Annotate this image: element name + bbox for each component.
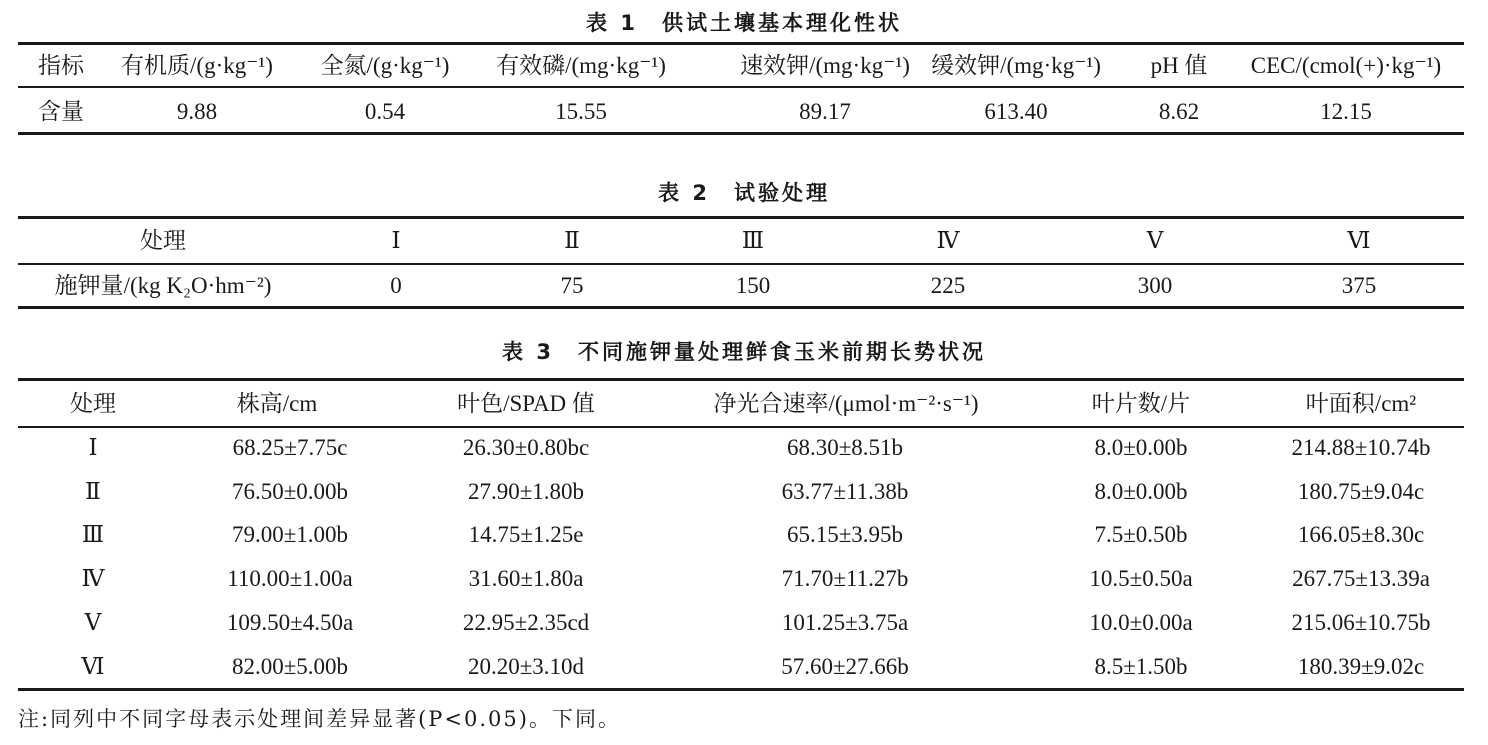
- table2-header-cell-6: Ⅵ: [1347, 228, 1371, 253]
- table3-bottom-rule: [18, 688, 1464, 691]
- table3-row5-cell-4: 8.5±1.50b: [1094, 654, 1188, 679]
- table2-header-cell-2: Ⅱ: [564, 228, 580, 253]
- table2-header-cell-4: Ⅳ: [936, 228, 960, 253]
- table3-row1-cell-4: 8.0±0.00b: [1094, 479, 1188, 504]
- table3-row5-cell-3: 57.60±27.66b: [781, 654, 909, 679]
- table3-row4-cell-4: 10.0±0.00a: [1089, 610, 1193, 635]
- table3-caption: 表 3 不同施钾量处理鲜食玉米前期长势状况: [502, 340, 986, 364]
- table1-header-cell-5: 缓效钾/(mg·kg⁻¹): [931, 53, 1101, 78]
- table3-row3-cell-0: Ⅳ: [81, 566, 105, 591]
- table3-row0-cell-3: 68.30±8.51b: [786, 435, 904, 460]
- table1-caption: 表 1 供试土壤基本理化性状: [586, 11, 902, 35]
- table2-caption: 表 2 试验处理: [658, 181, 830, 205]
- table3-row0-cell-1: 68.25±7.75c: [232, 435, 348, 460]
- table1-header-cell-7: CEC/(cmol(+)·kg⁻¹): [1250, 53, 1442, 78]
- table3-header-cell-3: 净光合速率/(μmol·m⁻²·s⁻¹): [713, 391, 979, 416]
- table2-header-cell-0: 处理: [140, 228, 186, 253]
- table1-header-cell-1: 有机质/(g·kg⁻¹): [121, 53, 273, 78]
- table2-header-cell-5: Ⅴ: [1146, 228, 1164, 253]
- table2-cell-0: 施钾量/(kg K₂O·hm⁻²): [54, 273, 272, 298]
- table1-cell-3: 15.55: [555, 99, 607, 124]
- table1-cell-5: 613.40: [984, 99, 1048, 124]
- table2-top-rule: [18, 216, 1464, 219]
- table1-cell-6: 8.62: [1158, 99, 1200, 124]
- table3-header-cell-5: 叶面积/cm²: [1305, 391, 1417, 416]
- table3-header-cell-0: 处理: [70, 391, 116, 416]
- table3-row1-cell-2: 27.90±1.80b: [467, 479, 585, 504]
- table2-bottom-rule: [18, 306, 1464, 309]
- table3-row3-cell-3: 71.70±11.27b: [781, 566, 909, 591]
- table3-row1-cell-3: 63.77±11.38b: [781, 479, 909, 504]
- table3-row3-cell-2: 31.60±1.80a: [468, 566, 584, 591]
- table1-header-cell-4: 速效钾/(mg·kg⁻¹): [740, 53, 910, 78]
- table2-cell-1: 0: [390, 273, 402, 298]
- table3-row2-cell-5: 166.05±8.30c: [1297, 522, 1425, 547]
- table3-row4-cell-0: Ⅴ: [84, 610, 102, 635]
- table1-header-cell-0: 指标: [38, 53, 84, 78]
- table-footnote: 注:同列中不同字母表示处理间差异显著(P<0.05)。下同。: [18, 707, 621, 731]
- table2-cell-4: 225: [930, 273, 966, 298]
- table3-row5-cell-1: 82.00±5.00b: [231, 654, 349, 679]
- table3-row4-cell-2: 22.95±2.35cd: [462, 610, 590, 635]
- table3-row5-cell-2: 20.20±3.10d: [467, 654, 585, 679]
- table1-mid-rule: [18, 86, 1464, 88]
- table3-mid-rule: [18, 426, 1464, 428]
- table2-header-cell-3: Ⅲ: [741, 228, 765, 253]
- table3-row0-cell-0: Ⅰ: [88, 435, 98, 460]
- table1-cell-0: 含量: [38, 99, 84, 124]
- table2-cell-2: 75: [560, 273, 584, 298]
- table3-header-cell-4: 叶片数/片: [1091, 391, 1191, 416]
- table1-cell-7: 12.15: [1320, 99, 1372, 124]
- table3-row3-cell-1: 110.00±1.00a: [227, 566, 353, 591]
- table3-row4-cell-5: 215.06±10.75b: [1291, 610, 1431, 635]
- table1-bottom-rule: [18, 132, 1464, 135]
- table3-row0-cell-2: 26.30±0.80bc: [462, 435, 590, 460]
- table1-cell-1: 9.88: [176, 99, 218, 124]
- table3-header-cell-2: 叶色/SPAD 值: [457, 391, 595, 416]
- table3-row1-cell-5: 180.75±9.04c: [1297, 479, 1425, 504]
- table1-cell-2: 0.54: [364, 99, 406, 124]
- table3-row2-cell-1: 79.00±1.00b: [231, 522, 349, 547]
- table3-row2-cell-4: 7.5±0.50b: [1094, 522, 1188, 547]
- table2-cell-6: 375: [1341, 273, 1377, 298]
- table2-mid-rule: [18, 263, 1464, 265]
- table2-header-cell-1: Ⅰ: [391, 228, 401, 253]
- table3-row2-cell-2: 14.75±1.25e: [468, 522, 584, 547]
- table3-header-cell-1: 株高/cm: [236, 391, 318, 416]
- table1-header-cell-2: 全氮/(g·kg⁻¹): [320, 53, 450, 78]
- table3-row4-cell-3: 101.25±3.75a: [781, 610, 909, 635]
- table2-cell-3: 150: [735, 273, 771, 298]
- table3-row2-cell-3: 65.15±3.95b: [786, 522, 904, 547]
- table3-row2-cell-0: Ⅲ: [81, 522, 105, 547]
- table3-row1-cell-1: 76.50±0.00b: [231, 479, 349, 504]
- table3-row5-cell-5: 180.39±9.02c: [1297, 654, 1425, 679]
- table3-row3-cell-5: 267.75±13.39a: [1292, 566, 1430, 591]
- table1-cell-4: 89.17: [799, 99, 851, 124]
- table3-row1-cell-0: Ⅱ: [85, 479, 101, 504]
- table3-row0-cell-5: 214.88±10.74b: [1291, 435, 1431, 460]
- table3-top-rule: [18, 378, 1464, 381]
- table1-header-cell-3: 有效磷/(mg·kg⁻¹): [496, 53, 666, 78]
- table3-row3-cell-4: 10.5±0.50a: [1089, 566, 1193, 591]
- table1-header-cell-6: pH 值: [1150, 53, 1208, 78]
- table3-row0-cell-4: 8.0±0.00b: [1094, 435, 1188, 460]
- table3-row4-cell-1: 109.50±4.50a: [226, 610, 354, 635]
- table1-top-rule: [18, 42, 1464, 45]
- table3-row5-cell-0: Ⅵ: [81, 654, 105, 679]
- table2-cell-5: 300: [1137, 273, 1173, 298]
